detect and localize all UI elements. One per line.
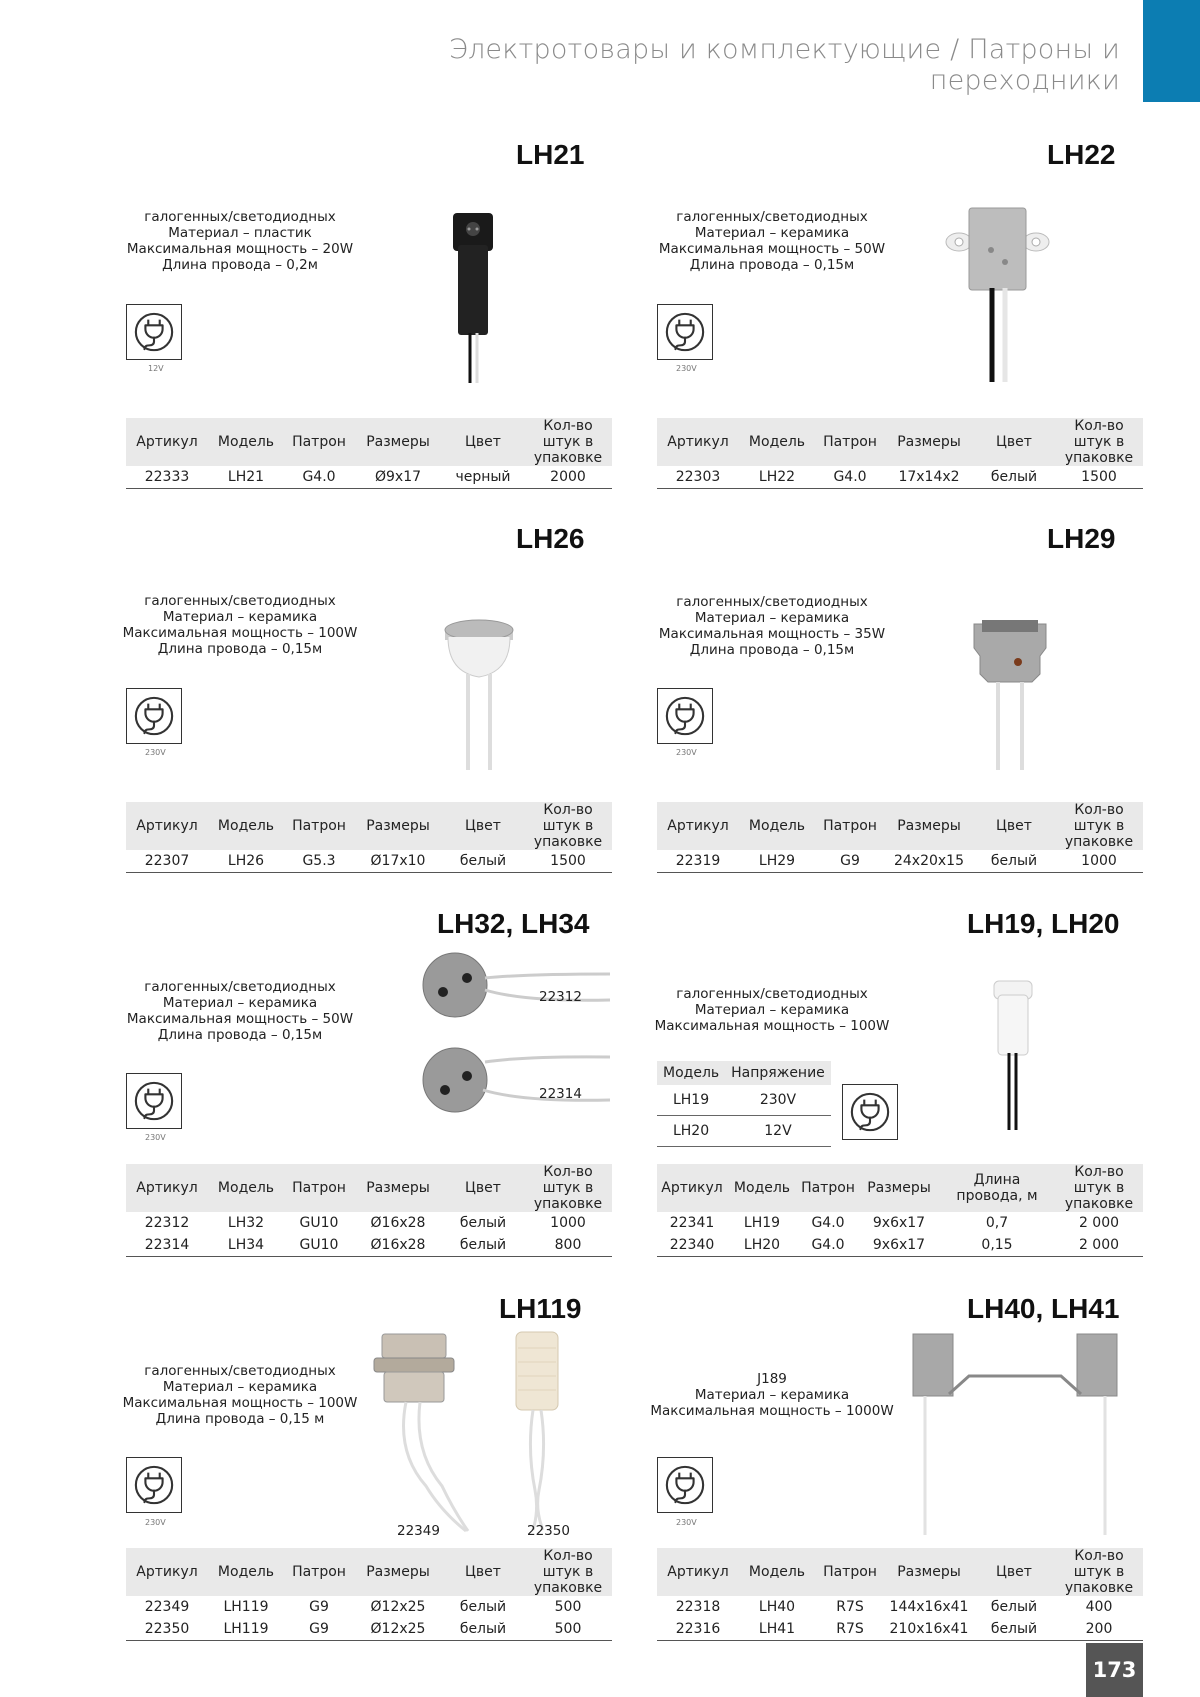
table-row: 22350 LH119 G9 Ø12x25 белый 500: [126, 1618, 612, 1641]
table-row: 22319 LH29 G9 24x20x15 белый 1000: [657, 850, 1143, 873]
product-title: LH19, LH20: [967, 908, 1120, 939]
power-plug-icon: [657, 688, 713, 744]
product-description: галогенных/светодиодных Материал – керамика Максимальная мощность – 50W Длина провода – 0,15м: [658, 209, 886, 273]
article-caption: 22350: [527, 1523, 570, 1539]
power-plug-icon: [126, 688, 182, 744]
lh32-lh34-socket-image: [415, 950, 615, 1140]
voltage-label: 230V: [145, 1518, 166, 1527]
spec-table: Артикул Модель Патрон Размеры Цвет Кол-во штук в упаковке 22307 LH26 G5.3 Ø17x10 белый 1500: [126, 802, 612, 873]
article-caption: 22349: [397, 1523, 440, 1539]
article-caption: 22312: [539, 989, 582, 1005]
table-row: 22333 LH21 G4.0 Ø9x17 черный 2000: [126, 466, 612, 489]
product-title: LH119: [499, 1293, 582, 1324]
spec-table: Артикул Модель Патрон Размеры Цвет Кол-во штук в упаковке 22312 LH32 GU10 Ø16x28 белый 1000 22314 LH34 GU10 Ø16x28 белый 800: [126, 1164, 612, 1257]
table-row: 22312 LH32 GU10 Ø16x28 белый 1000: [144, 1215, 586, 1231]
product-description: галогенных/светодиодных Материал – керамика Максимальная мощность – 100W: [654, 986, 890, 1034]
product-description: галогенных/светодиодных Материал – керамика Максимальная мощность – 100W Длина провода – 0,15м: [122, 593, 358, 657]
spec-table: Артикул Модель Патрон Размеры Цвет Кол-во штук в упаковке 22333 LH21 G4.0 Ø9x17 черный 2000: [126, 418, 612, 489]
lh21-socket-image: [448, 205, 498, 385]
table-row: 22341 LH19 G4.0 9x6x17 0,7 2 000: [669, 1215, 1120, 1231]
table-row: 22316 LH41 R7S 210x16x41 белый 200: [657, 1618, 1143, 1641]
voltage-label: 230V: [145, 748, 166, 757]
table-row: 22307 LH26 G5.3 Ø17x10 белый 1500: [126, 850, 612, 873]
spec-table: Артикул Модель Патрон Размеры Цвет Кол-во штук в упаковке 22349 LH119 G9 Ø12x25 белый 500 22350 LH119 G9 Ø12x25 белый 500: [126, 1548, 612, 1641]
table-row: 22340 LH20 G4.0 9x6x17 0,15 2 000: [657, 1234, 1143, 1257]
article-caption: 22314: [539, 1086, 582, 1102]
power-plug-icon: [126, 1073, 182, 1129]
spec-table: Артикул Модель Патрон Размеры Цвет Кол-во штук в упаковке 22303 LH22 G4.0 17x14x2 белый 1500: [657, 418, 1143, 489]
product-description: галогенных/светодиодных Материал – пластик Максимальная мощность – 20W Длина провода – 0,2м: [126, 209, 354, 273]
table-row: 22314 LH34 GU10 Ø16x28 белый 800: [126, 1234, 612, 1257]
table-row: 22349 LH119 G9 Ø12x25 белый 500: [144, 1599, 582, 1615]
table-row: 22318 LH40 R7S 144x16x41 белый 400: [675, 1599, 1113, 1615]
table-row: 22303 LH22 G4.0 17x14x2 белый 1500: [657, 466, 1143, 489]
product-title: LH22: [1047, 139, 1116, 170]
power-plug-icon: [657, 304, 713, 360]
power-plug-icon: [842, 1084, 898, 1140]
spec-table: Артикул Модель Патрон Размеры Длина провода, м Кол-во штук в упаковке 22341 LH19 G4.0 9x6x17 0,7 2 000 22340 LH20 G4.0 9x6x17 0,15 2 000: [657, 1164, 1143, 1257]
product-title: LH40, LH41: [967, 1293, 1120, 1324]
product-description: J189 Материал – керамика Максимальная мощность – 1000W: [650, 1371, 894, 1419]
spec-table: Артикул Модель Патрон Размеры Цвет Кол-во штук в упаковке 22318 LH40 R7S 144x16x41 белый 400 22316 LH41 R7S 210x16x41 белый 200: [657, 1548, 1143, 1641]
voltage-label: 12V: [148, 364, 164, 373]
voltage-table: Модель Напряжение LH19 230V LH20 12V: [657, 1061, 831, 1147]
voltage-label: 230V: [676, 748, 697, 757]
product-description: галогенных/светодиодных Материал – керамика Максимальная мощность – 35W Длина провода – 0,15м: [658, 594, 886, 658]
power-plug-icon: [126, 304, 182, 360]
lh26-socket-image: [440, 612, 520, 772]
page-number: 173: [1086, 1643, 1143, 1697]
lh22-socket-image: [945, 200, 1050, 385]
voltage-label: 230V: [676, 1518, 697, 1527]
power-plug-icon: [126, 1457, 182, 1513]
table-row: LH19 230V: [657, 1085, 831, 1116]
product-title: LH21: [516, 139, 585, 170]
product-description: галогенных/светодиодных Материал – керамика Максимальная мощность – 50W Длина провода – 0,15м: [126, 979, 354, 1043]
product-title: LH29: [1047, 523, 1116, 554]
lh40-lh41-socket-image: [905, 1330, 1125, 1540]
voltage-label: 230V: [676, 364, 697, 373]
product-description: галогенных/светодиодных Материал – керамика Максимальная мощность – 100W Длина провода – 0,15 м: [122, 1363, 358, 1427]
section-tab: [1143, 0, 1200, 102]
page-header-title: Электротовары и комплектующие / Патроны и переходники: [448, 34, 1120, 96]
power-plug-icon: [657, 1457, 713, 1513]
lh119-socket-metal-image: [370, 1328, 470, 1538]
table-row: LH20 12V: [657, 1116, 831, 1147]
product-title: LH32, LH34: [437, 908, 590, 939]
lh29-socket-image: [970, 612, 1050, 772]
lh119-socket-ceramic-image: [508, 1328, 568, 1538]
voltage-label: 230V: [145, 1133, 166, 1142]
product-title: LH26: [516, 523, 585, 554]
spec-table: Артикул Модель Патрон Размеры Цвет Кол-во штук в упаковке 22319 LH29 G9 24x20x15 белый 1000: [657, 802, 1143, 873]
lh19-lh20-socket-image: [990, 975, 1040, 1135]
